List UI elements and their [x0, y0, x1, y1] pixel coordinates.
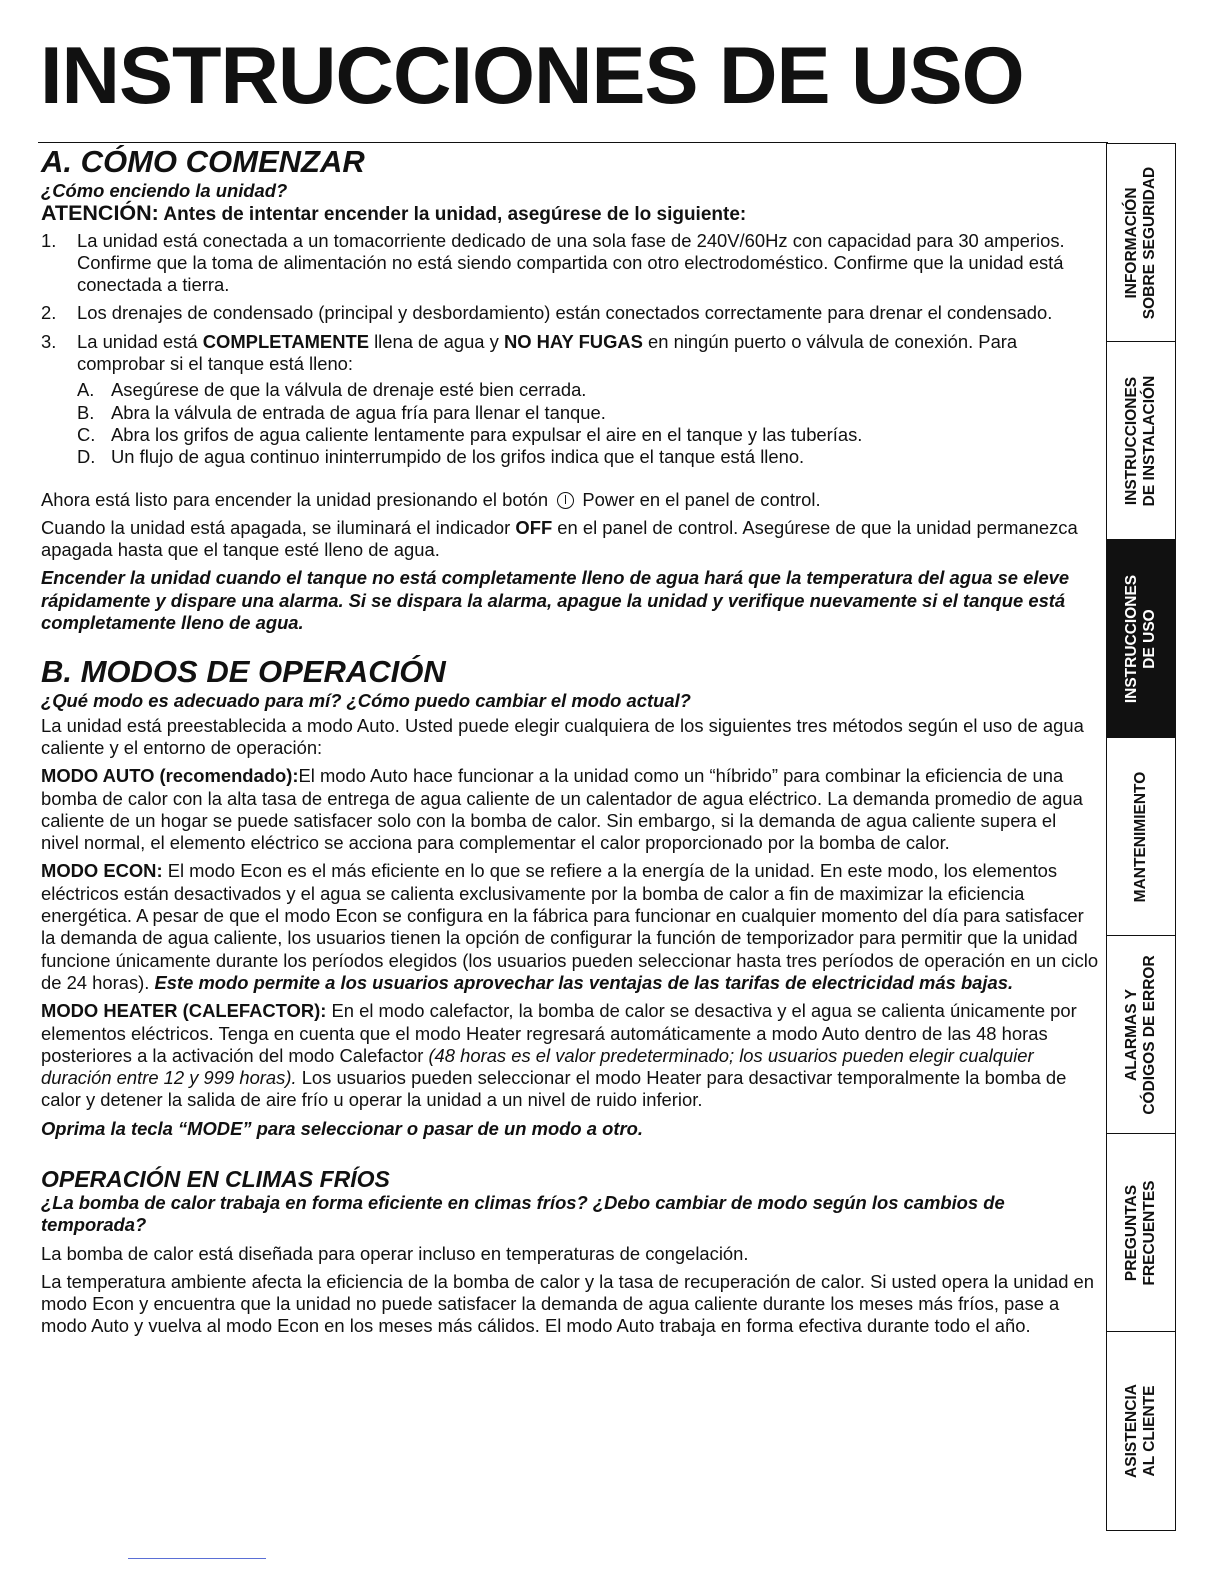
sub-checklist — [77, 379, 1099, 468]
off-text: Cuando la unidad está apagada, se iluminará el indicador — [41, 516, 516, 538]
tab-label: INSTRUCCIONES DE INSTALACIÓN — [1123, 375, 1158, 506]
off-text-end: en el panel de control. Asegúrese de que la unidad permanezca apagada hasta que el tanque esté lleno de agua. — [41, 516, 1078, 561]
tab-operating-instructions[interactable] — [1107, 540, 1175, 738]
title-divider — [38, 142, 1108, 143]
list-item — [41, 331, 1099, 469]
sub-list-item — [77, 379, 1099, 401]
section-a-question: ¿Cómo enciendo la unidad? — [41, 180, 288, 201]
list-item — [41, 302, 1099, 324]
section-c-heading: OPERACIÓN EN CLIMAS FRÍOS — [41, 1165, 390, 1192]
tab-label: MANTENIMIENTO — [1132, 771, 1149, 902]
auto-mode-paragraph — [41, 765, 1099, 854]
section-operating-modes — [41, 654, 1099, 1140]
page-title: INSTRUCCIONES DE USO — [40, 31, 1024, 121]
cold-climate-paragraph-2: La temperatura ambiente afecta la eficiencia de la bomba de calor y la tasa de recuperación de calor. Si usted opera la unidad en modo Econ y encuentra que la unidad no puede satisfacer la demanda de agua caliente durante los meses más fríos, pase a modo Auto y vuelva al modo Econ en los meses más cálidos. El modo Auto trabaja en forma efectiva durante todo el año. — [41, 1270, 1095, 1337]
sub-list-item — [77, 402, 1099, 424]
sub-list-text: Un flujo de agua continuo ininterrumpido de los grifos indica que el tanque está lleno. — [111, 446, 805, 468]
sub-list-text: Asegúrese de que la válvula de drenaje esté bien cerrada. — [111, 379, 587, 401]
list-text-part: en ningún puerto o válvula de conexión. Para comprobar si el tanque está lleno: — [77, 330, 1018, 375]
tab-label: INSTRUCCIONES DE USO — [1123, 574, 1158, 703]
list-number: 1. — [41, 229, 57, 251]
attention-note — [41, 202, 1099, 226]
list-text: La unidad está conectada a un tomacorriente dedicado de una sola fase de 240V/60Hz con capacidad para 30 amperios. Confirme que la toma de alimentación no está siendo compartida con otro electrodoméstico. Confirme que la unidad está conectada a tierra. — [77, 229, 1065, 296]
checklist — [41, 230, 1099, 469]
off-indicator-label: OFF — [515, 516, 553, 538]
sub-list-letter: A. — [77, 379, 95, 401]
tab-faq[interactable] — [1107, 1134, 1175, 1332]
list-text-part: La unidad está — [77, 330, 203, 352]
list-text: Los drenajes de condensado (principal y desbordamiento) están conectados correctamente para drenar el condensado. — [77, 302, 1053, 324]
heater-mode-text-end: Los usuarios pueden seleccionar el modo Heater para desactivar temporalmente la bomba de calor y detener la salida de aire frío u operar la unidad a un nivel de ruido inferior. — [41, 1067, 1067, 1111]
list-text-part: llena de agua y — [368, 330, 504, 352]
warning-paragraph: Encender la unidad cuando el tanque no está completamente lleno de agua hará que la temperatura del agua se eleve rápidamente y dispare una alarma. Si se dispara la alarma, apague la unidad y verifique nuevamente si el tanque está completamente lleno de agua. — [41, 567, 1070, 634]
list-text — [77, 331, 1017, 374]
power-icon — [557, 492, 574, 509]
tab-label: INFORMACIÓN SOBRE SEGURIDAD — [1123, 166, 1158, 319]
tab-label: ALARMAS Y CÓDIGOS DE ERROR — [1123, 954, 1158, 1115]
list-number: 3. — [41, 330, 57, 352]
footer-divider — [128, 1558, 266, 1559]
sub-list-letter: C. — [77, 423, 96, 445]
modes-intro: La unidad está preestablecida a modo Auto. Usted puede elegir cualquiera de los siguientes tres métodos según el uso de agua caliente y el entorno de operación: — [41, 714, 1084, 758]
section-c-question: ¿La bomba de calor trabaja en forma eficiente en climas fríos? ¿Debo cambiar de modo según los cambios de temporada? — [41, 1191, 1005, 1236]
section-getting-started — [41, 144, 1099, 634]
section-b-heading: B. MODOS DE OPERACIÓN — [41, 654, 446, 690]
auto-mode-text: El modo Auto hace funcionar a la unidad como un “híbrido” para combinar la eficiencia de una bomba de calor con la alta tasa de entrega de agua caliente de un calentador de agua eléctrico. La demanda promedio de agua caliente de un hogar se puede satisfacer solo con la bomba de calor. Sin embargo, si la demanda de agua caliente supera el nivel normal, el elemento eléctrico se acciona para complementar el calor proporcionado por la bomba de calor. — [41, 765, 1083, 854]
section-b-question: ¿Qué modo es adecuado para mí? ¿Cómo puedo cambiar el modo actual? — [41, 690, 691, 712]
list-item — [41, 230, 1099, 297]
heater-mode-label: MODO HEATER (CALEFACTOR): — [41, 1000, 327, 1022]
list-number: 2. — [41, 302, 57, 324]
tab-maintenance[interactable] — [1107, 738, 1175, 936]
econ-mode-paragraph — [41, 860, 1099, 994]
econ-mode-emphasis: Este modo permite a los usuarios aprovechar las ventajas de las tarifas de electricidad más bajas. — [154, 971, 1014, 993]
attention-label: ATENCIÓN: — [41, 201, 159, 226]
mode-key-note: Oprima la tecla “MODE” para seleccionar o pasar de un modo a otro. — [41, 1117, 643, 1139]
tab-safety-information[interactable] — [1107, 144, 1175, 342]
ready-text-end: Power en el panel de control. — [577, 488, 821, 510]
heater-mode-paragraph — [41, 1000, 1099, 1111]
tab-customer-assistance[interactable] — [1107, 1332, 1175, 1529]
off-paragraph — [41, 517, 1099, 562]
ready-text: Ahora está listo para encender la unidad presionando el botón — [41, 488, 554, 510]
section-cold-climate — [41, 1166, 1099, 1338]
side-tab-bar — [1106, 143, 1176, 1531]
sub-list-item — [77, 424, 1099, 446]
ready-paragraph — [41, 489, 1099, 511]
econ-mode-label: MODO ECON: — [41, 860, 163, 882]
sub-list-text: Abra la válvula de entrada de agua fría para llenar el tanque. — [111, 401, 606, 423]
section-a-heading: A. CÓMO COMENZAR — [41, 144, 365, 179]
tab-label: PREGUNTAS FRECUENTES — [1123, 1179, 1158, 1286]
list-text-bold: NO HAY FUGAS — [503, 330, 643, 352]
tab-alarms-error-codes[interactable] — [1107, 936, 1175, 1134]
sub-list-item — [77, 446, 1099, 468]
tab-installation-instructions[interactable] — [1107, 342, 1175, 540]
cold-climate-paragraph-1: La bomba de calor está diseñada para operar incluso en temperaturas de congelación. — [41, 1242, 749, 1264]
tab-label: ASISTENCIA AL CLIENTE — [1123, 1383, 1158, 1478]
sub-list-letter: B. — [77, 401, 95, 423]
auto-mode-label: MODO AUTO (recomendado): — [41, 765, 299, 787]
heater-mode-note: (48 horas es el valor predeterminado; los usuarios pueden elegir cualquier duración entre 12 y 999 horas). — [41, 1044, 1034, 1089]
sub-list-letter: D. — [77, 446, 96, 468]
econ-mode-text: El modo Econ es el más eficiente en lo que se refiere a la energía de la unidad. En este modo, los elementos eléctricos están desactivados y el agua se calienta exclusivamente por la bomba de calor a fin de maximizar la eficiencia energética. A pesar de que el modo Econ se configura en la fábrica para funcionar en cualquier momento del día para satisfacer la demanda de agua caliente, los usuarios tienen la opción de configurar la función de temporizador para permitir que la unidad funcione únicamente durante los períodos elegidos (los usuarios pueden seleccionar hasta tres períodos de operación en un ciclo de 24 horas). — [41, 860, 1099, 993]
sub-list-text: Abra los grifos de agua caliente lentamente para expulsar el aire en el tanque y las tuberías. — [111, 423, 863, 445]
attention-text: Antes de intentar encender la unidad, asegúrese de lo siguiente: — [158, 204, 747, 226]
heater-mode-text: En el modo calefactor, la bomba de calor se desactiva y el agua se calienta únicamente por elementos eléctricos. Tenga en cuenta que el modo Heater regresará automáticamente a modo Auto dentro de las 48 horas posteriores a la activación del modo Calefactor — [41, 1000, 1077, 1066]
main-content — [41, 144, 1099, 1338]
list-text-bold: COMPLETAMENTE — [202, 330, 369, 352]
